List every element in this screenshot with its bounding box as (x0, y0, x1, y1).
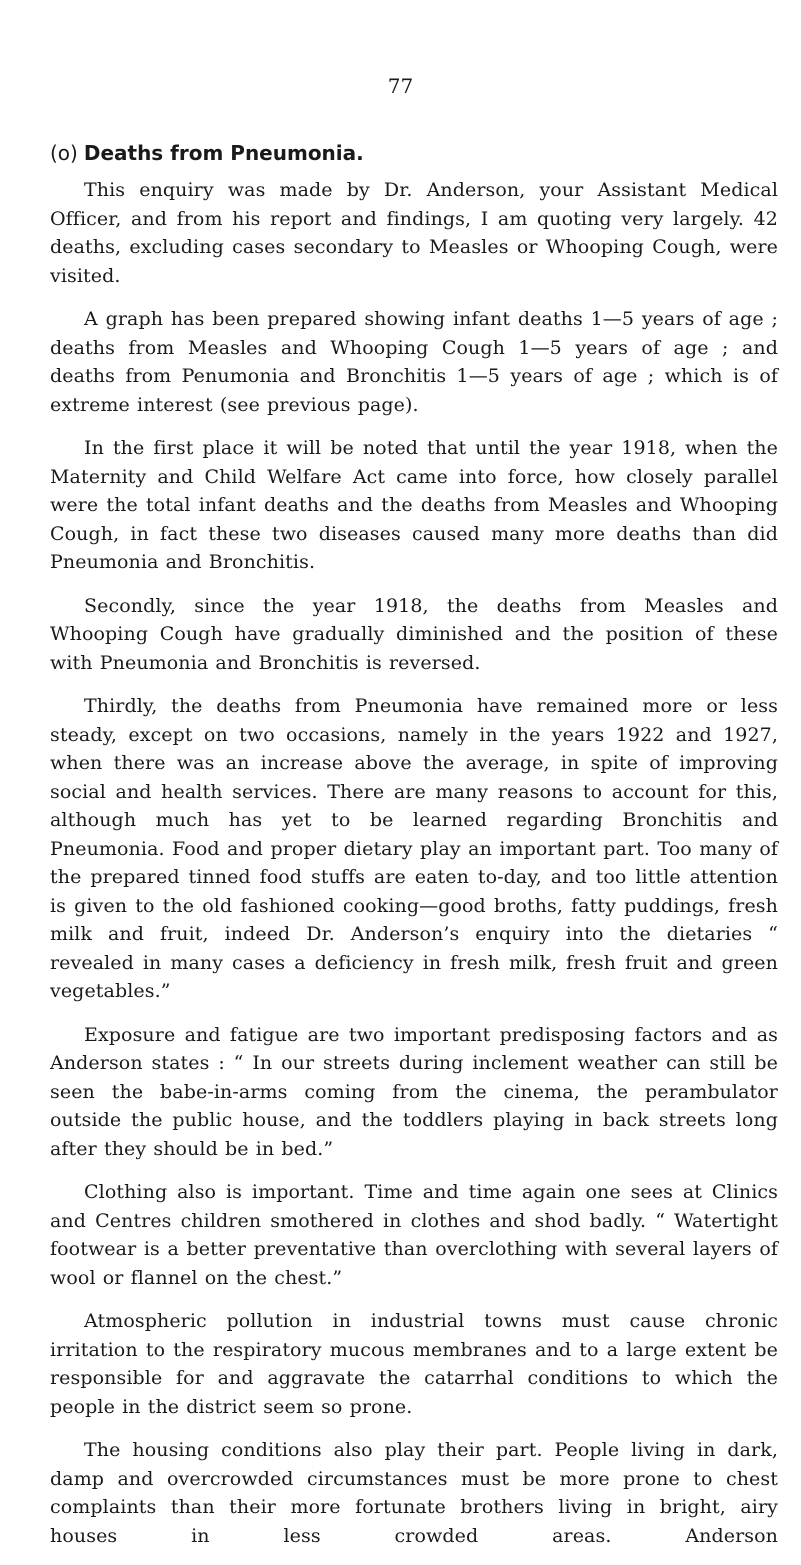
paragraph-first-place: In the first place it will be noted that until the year 1918, when the Maternity and Child Welfare Act came into force, how closely parallel were the total infant deaths and the deaths from Measles and Whooping Cough, in fact these two diseases caused many more deaths than did Pneumonia and Bronchitis. (50, 437, 778, 573)
paragraph-housing: The housing conditions also play their part. People living in dark, damp and overcrowded circumstances must be more prone to chest complaints than their more fortunate brothers living in bright, airy houses in less crowded areas. Anderson (50, 1439, 778, 1547)
paragraph-thirdly: Thirdly, the deaths from Pneumonia have remained more or less steady, except on two occasions, namely in the years 1922 and 1927, when there was an increase above the average, in spite of improving social and health services. There are many reasons to account for this, although much has yet to be learned regarding Bronchitis and Pneumonia. Food and proper dietary play an important part. Too many of the prepared tinned food stuffs are eaten to-day, and too little attention is given to the old fashioned cooking—good broths, fatty puddings, fresh milk and fruit, indeed Dr. Anderson’s enquiry into the dietaries “ revealed in many cases a deficiency in fresh milk, fresh fruit and green vegetables.” (50, 695, 778, 1002)
section-title: Deaths from Pneumonia. (83, 141, 364, 165)
section-marker: (o) (50, 141, 78, 165)
section-heading (50, 138, 778, 168)
paragraph-clothing: Clothing also is important. Time and time again one sees at Clinics and Centres children smothered in clothes and shod badly. “ Watertight footwear is a better preventative than overclothing with several layers of wool or flannel on the chest.” (50, 1181, 778, 1289)
paragraph-graph: A graph has been prepared showing infant deaths 1—5 years of age ; deaths from Measles and Whooping Cough 1—5 years of age ; and deaths from Penumonia and Bronchitis 1—5 years of age ; which is of extreme interest (see previous page). (50, 308, 778, 416)
paragraph-secondly: Secondly, since the year 1918, the deaths from Measles and Whooping Cough have gradually diminished and the position of these with Pneumonia and Bronchitis is reversed. (50, 594, 778, 674)
paragraph-exposure: Exposure and fatigue are two important predisposing factors and as Anderson states : “ In our streets during inclement weather can still be seen the babe-in-arms coming from the cinema, the perambulator outside the public house, and the toddlers playing in back streets long after they should be in bed.” (50, 1023, 778, 1160)
paragraph-atmospheric: Atmospheric pollution in industrial towns must cause chronic irritation to the respiratory mucous membranes and to a large extent be responsible for and aggravate the catarrhal conditions to which the people in the district seem so prone. (50, 1310, 778, 1418)
page-number: 77 (387, 74, 414, 98)
paragraph-enquiry: This enquiry was made by Dr. Anderson, your Assistant Medical Officer, and from his report and findings, I am quoting very largely. 42 deaths, excluding cases secondary to Measles or Whooping Cough, were visited. (50, 179, 778, 287)
page-content (50, 138, 778, 1565)
